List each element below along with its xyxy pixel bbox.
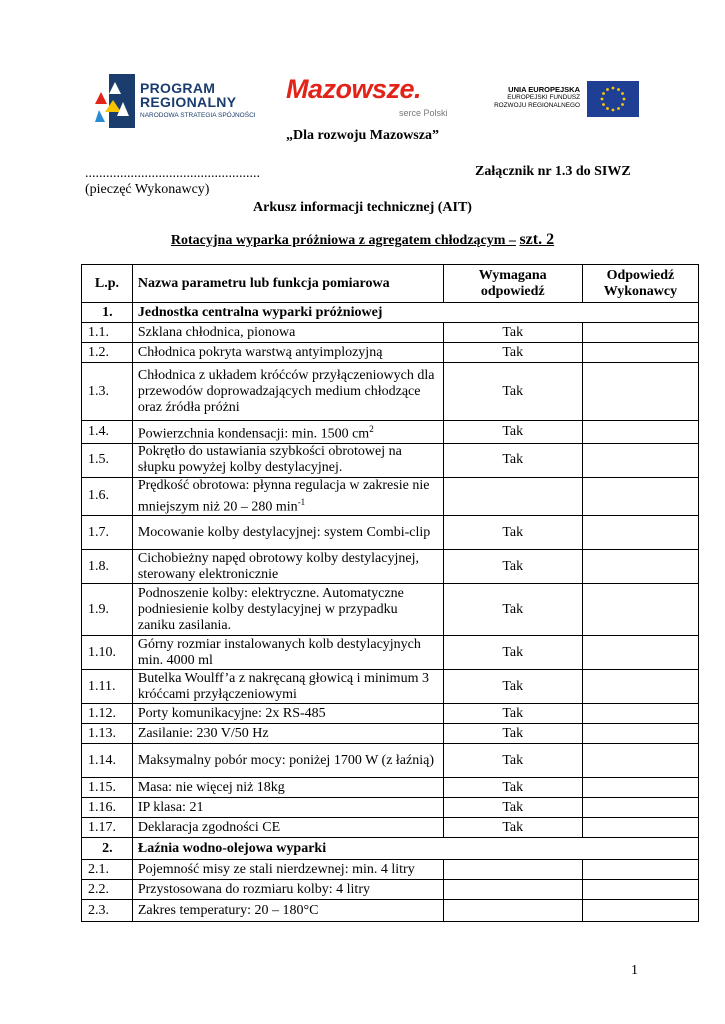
row-parameter [132,670,443,704]
row-answer-cell[interactable] [582,323,698,343]
parameter-text: Przystosowana do rozmiaru kolby: 4 litry [137,881,370,897]
row-parameter [132,323,443,343]
row-answer-cell[interactable] [582,443,698,477]
parameter-text: Chłodnica pokryta warstwą antyimplozyjną [137,344,383,360]
eu-star-icon [623,98,626,101]
row-answer-cell[interactable] [582,778,698,798]
row-number: 1.1. [82,323,133,343]
table-row [82,860,699,880]
row-answer-cell[interactable] [582,744,698,778]
row-number: 1.14. [82,744,133,778]
row-number: 1.17. [82,818,133,838]
row-required: Tak [443,343,582,363]
row-answer-cell[interactable] [582,704,698,724]
parameter-text: Powierzchnia kondensacji: min. 1500 cm [137,426,370,442]
row-parameter [132,550,443,584]
parameter-text: Maksymalny pobór mocy: poniżej 1700 W (z łaźnią) [137,752,434,768]
row-parameter [132,516,443,550]
row-required: Tak [443,744,582,778]
eu-star-icon [621,92,624,95]
eu-star-icon [606,88,609,91]
table-row [82,670,699,704]
row-parameter [132,724,443,744]
sheet-title: Arkusz informacji technicznej (AIT) [253,200,472,215]
eu-star-icon [606,107,609,110]
eu-flag-icon [587,81,639,117]
row-parameter [132,798,443,818]
row-required: Tak [443,818,582,838]
program-line-2: REGIONALNY [140,94,237,110]
table-row [82,421,699,444]
program-regionalny-logo [95,70,270,130]
row-required: Tak [443,636,582,670]
table-body [82,303,699,922]
row-parameter [132,744,443,778]
eu-star-icon [617,88,620,91]
row-number: 1.16. [82,798,133,818]
row-required: Tak [443,798,582,818]
mazowsze-tagline: serce Polski [399,108,448,118]
eu-line-2: EUROPEJSKI FUNDUSZ [507,94,580,101]
row-number: 2.3. [82,900,133,922]
row-answer-cell[interactable] [582,550,698,584]
parameter-text: Deklaracja zgodności CE [137,819,281,835]
row-required: Tak [443,323,582,343]
section-title: Jednostka centralna wyparki próżniowej [132,303,698,323]
parameter-superscript: -1 [297,496,306,507]
motto: „Dla rozwoju Mazowsza” [286,128,439,143]
row-answer-cell[interactable] [582,724,698,744]
mazowsze-logo [286,76,466,126]
eu-logo [487,80,647,120]
table-row [82,323,699,343]
row-required: Tak [443,516,582,550]
parameter-text: Zakres temperatury: 20 – 180°C [137,902,319,918]
row-parameter [132,778,443,798]
subject-quantity: szt. 2 [519,231,555,248]
table-row [82,704,699,724]
row-answer-cell[interactable] [582,636,698,670]
row-required [443,477,582,516]
row-answer-cell[interactable] [582,900,698,922]
row-number: 2.2. [82,880,133,900]
header-name: Nazwa parametru lub funkcja pomiarowa [132,265,443,303]
row-number: 1.6. [82,477,133,516]
eu-star-icon [612,87,615,90]
row-number: 1.7. [82,516,133,550]
table-row [82,880,699,900]
parameter-text: Masa: nie więcej niż 18kg [137,779,285,795]
parameter-text: Chłodnica z układem króćców przyłączeniowych dla przewodów doprowadzających medium chłodzące oraz źródła próżni [137,367,435,415]
parameter-text: Szklana chłodnica, pionowa [137,324,296,340]
row-number: 1.12. [82,704,133,724]
eu-star-icon [621,103,624,106]
table-row [82,900,699,922]
row-required [443,860,582,880]
row-number: 1.4. [82,421,133,444]
row-required [443,880,582,900]
eu-star-icon [602,103,605,106]
parameter-superscript: 2 [369,424,374,434]
stamp-dotted-line: .................................................. [85,166,260,181]
program-regionalny-title [140,81,236,109]
table-row [82,636,699,670]
eu-star-icon [601,98,604,101]
row-required: Tak [443,704,582,724]
row-number: 1.5. [82,443,133,477]
row-number: 1.3. [82,363,133,421]
row-parameter [132,818,443,838]
table-row [82,724,699,744]
row-parameter [132,343,443,363]
logo-strip [95,70,655,130]
row-required [443,900,582,922]
table-row [82,584,699,636]
page-number: 1 [631,963,638,978]
table-row [82,744,699,778]
row-number: 1.8. [82,550,133,584]
row-answer-cell[interactable] [582,477,698,516]
row-parameter [132,443,443,477]
row-parameter [132,880,443,900]
row-parameter [132,421,443,444]
row-answer-cell[interactable] [582,798,698,818]
contractor-stamp-label: (pieczęć Wykonawcy) [85,182,210,197]
table-row [82,778,699,798]
row-parameter [132,900,443,922]
row-answer-cell[interactable] [582,818,698,838]
header-answer: Odpowiedź Wykonawcy [582,265,698,303]
row-number: 1.13. [82,724,133,744]
row-answer-cell[interactable] [582,880,698,900]
parameter-text: Cichobieżny napęd obrotowy kolby destylacyjnej, sterowany elektronicznie [137,550,419,582]
row-answer-cell[interactable] [582,860,698,880]
row-required: Tak [443,550,582,584]
header-lp: L.p. [82,265,133,303]
table-row [82,516,699,550]
row-number: 1.11. [82,670,133,704]
row-parameter [132,860,443,880]
table-row [82,550,699,584]
section-number: 2. [82,838,133,860]
section-row [82,838,699,860]
row-answer-cell[interactable] [582,670,698,704]
section-number: 1. [82,303,133,323]
eu-text [487,86,580,110]
eu-line-3: ROZWOJU REGIONALNEGO [494,102,580,109]
program-regionalny-subtitle: NARODOWA STRATEGIA SPÓJNOŚCI [140,112,256,119]
row-required: Tak [443,670,582,704]
table-row [82,443,699,477]
mazowsze-wordmark: Mazowsze. [286,74,422,104]
parameter-text: Podnoszenie kolby: elektryczne. Automatyczne podniesienie kolby destylacyjnej w przypadku zaniku zasilania. [137,585,404,633]
subject-main: Rotacyjna wyparka próżniowa z agregatem chłodzącym – [170,233,516,248]
row-required: Tak [443,363,582,421]
table-row [82,343,699,363]
parameter-text: Pojemność misy ze stali nierdzewnej: min. 4 litry [137,861,415,877]
row-required: Tak [443,724,582,744]
eu-star-icon [612,109,615,112]
program-line-1: PROGRAM [140,80,216,96]
row-required: Tak [443,584,582,636]
row-answer-cell[interactable] [582,516,698,550]
section-row [82,303,699,323]
section-title: Łaźnia wodno-olejowa wyparki [132,838,698,860]
row-number: 1.10. [82,636,133,670]
row-parameter [132,363,443,421]
parameter-text: Butelka Woulff’a z nakręcaną głowicą i minimum 3 króćcami przyłączeniowymi [137,670,429,702]
table-row [82,477,699,516]
row-required: Tak [443,421,582,444]
row-answer-cell[interactable] [582,363,698,421]
row-parameter [132,477,443,516]
parameter-text: Porty komunikacyjne: 2x RS-485 [137,705,326,721]
row-number: 1.15. [82,778,133,798]
row-parameter [132,584,443,636]
eu-line-1: UNIA EUROPEJSKA [508,85,580,94]
parameter-text: Mocowanie kolby destylacyjnej: system Combi-clip [137,524,431,540]
row-number: 1.9. [82,584,133,636]
row-required: Tak [443,443,582,477]
table-row [82,363,699,421]
program-regionalny-mark-icon [95,72,135,128]
table-row [82,818,699,838]
parameter-text: Górny rozmiar instalowanych kolb destylacyjnych min. 4000 ml [137,636,421,668]
row-answer-cell[interactable] [582,584,698,636]
technical-spec-table [81,264,699,922]
table-row [82,798,699,818]
row-required: Tak [443,778,582,798]
header-required: Wymagana odpowiedź [443,265,582,303]
parameter-text: Pokrętło do ustawiania szybkości obrotowej na słupku powyżej kolby destylacyjnej. [137,444,402,476]
row-answer-cell[interactable] [582,343,698,363]
subject-title [0,231,725,249]
parameter-text: Prędkość obrotowa: płynna regulacja w zakresie nie mniejszym niż 20 – 280 min [137,477,430,515]
row-answer-cell[interactable] [582,421,698,444]
attachment-label: Załącznik nr 1.3 do SIWZ [475,164,631,179]
row-number: 1.2. [82,343,133,363]
eu-star-icon [602,92,605,95]
parameter-text: IP klasa: 21 [137,799,204,815]
row-number: 2.1. [82,860,133,880]
table-header-row [82,265,699,303]
row-parameter [132,636,443,670]
parameter-text: Zasilanie: 230 V/50 Hz [137,725,269,741]
eu-star-icon [617,107,620,110]
row-parameter [132,704,443,724]
